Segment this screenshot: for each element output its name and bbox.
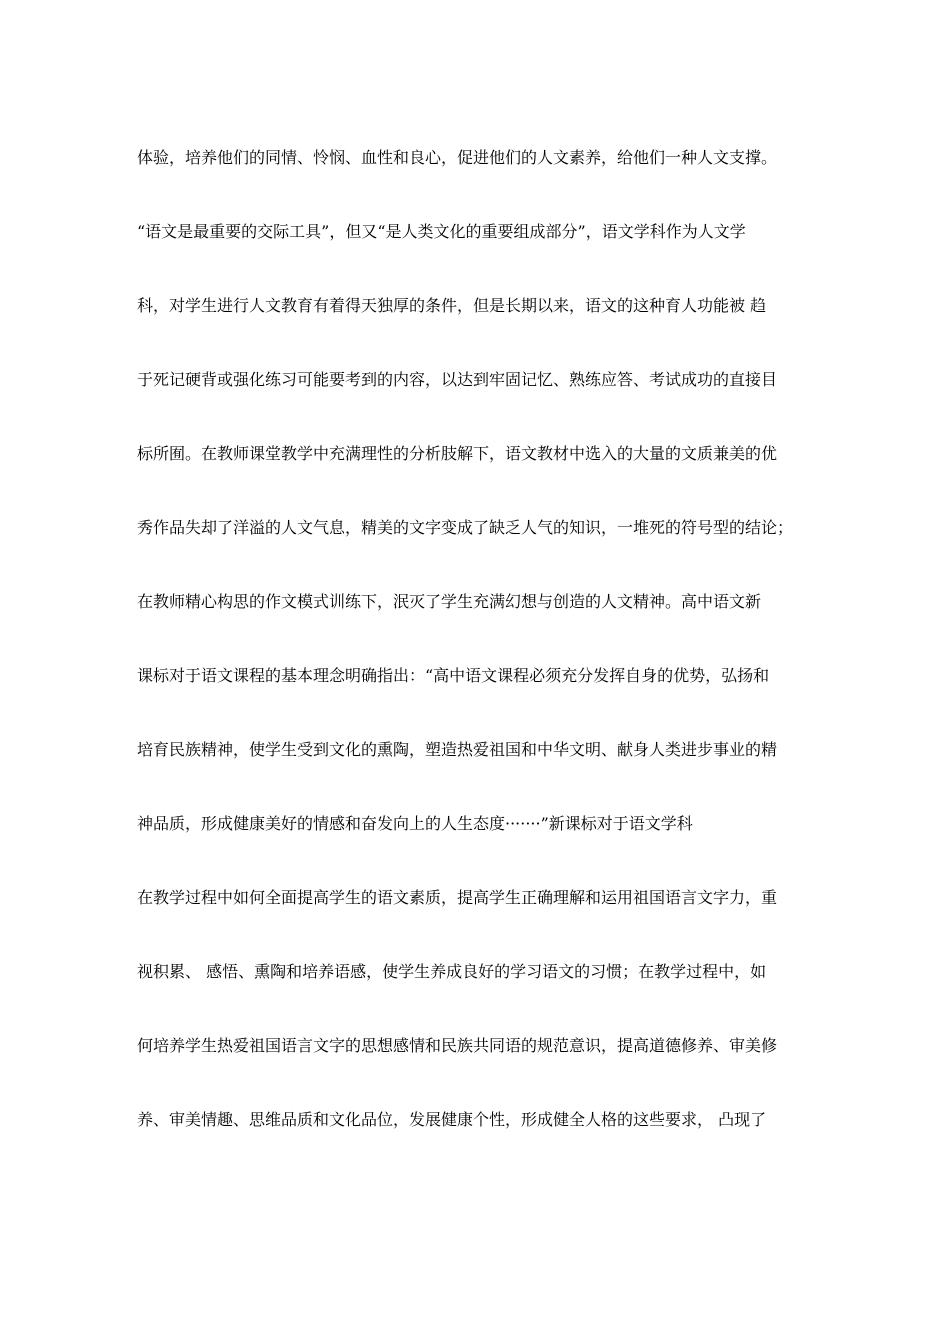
text-line: 标所囿。在教师课堂教学中充满理性的分析肢解下，语文教材中选入的大量的文质兼美的优	[137, 444, 778, 463]
text-line: 何培养学生热爱祖国语言文字的思想感情和民族共同语的规范意识，提高道德修养、审美修	[137, 1036, 778, 1055]
text-line: 体验，培养他们的同情、怜悯、血性和良心，促进他们的人文素养，给他们一种人文支撑。	[137, 148, 778, 167]
text-line: 在教学过程中如何全面提高学生的语文素质，提高学生正确理解和运用祖国语言文字力，重	[137, 888, 778, 907]
text-line: 于死记硬背或强化练习可能要考到的内容，以达到牢固记忆、熟练应答、考试成功的直接目	[137, 370, 778, 389]
text-line: 视积累、 感悟、熏陶和培养语感，使学生养成良好的学习语文的习惯；在教学过程中，如	[137, 962, 767, 981]
text-line: 培育民族精神，使学生受到文化的熏陶，塑造热爱祖国和中华文明、献身人类进步事业的精	[137, 740, 778, 759]
text-line: 神品质，形成健康美好的情感和奋发向上的人生态度·······”新课标对于语文学科	[137, 814, 693, 833]
text-line: “语文是最重要的交际工具”，但又“是人类文化的重要组成部分”，语文学科作为人文学	[137, 222, 746, 241]
text-line: 秀作品失却了洋溢的人文气息，精美的文字变成了缺乏人气的知识，一堆死的符号型的结论；	[137, 518, 794, 537]
text-line: 科，对学生进行人文教育有着得天独厚的条件，但是长期以来，语文的这种育人功能被 趋	[137, 296, 767, 315]
text-line: 养、审美情趣、思维品质和文化品位，发展健康个性，形成健全人格的这些要求， 凸现了	[137, 1110, 767, 1129]
text-line: 课标对于语文课程的基本理念明确指出：“高中语文课程必须充分发挥自身的优势，弘扬和	[137, 666, 770, 685]
text-line: 在教师精心构思的作文模式训练下，泯灭了学生充满幻想与创造的人文精神。高中语文新	[137, 592, 762, 611]
